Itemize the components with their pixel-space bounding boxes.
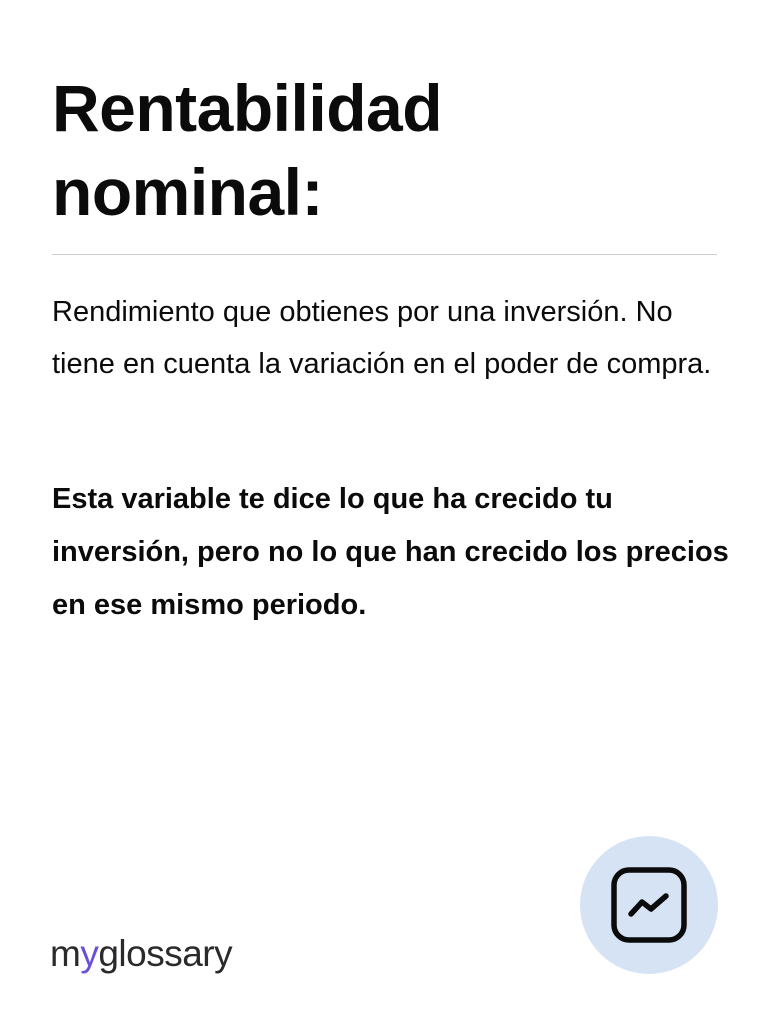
trend-chart-icon <box>609 865 689 945</box>
term-emphasis: Esta variable te dice lo que ha crecido tu inversión, pero no lo que han crecido los precios en ese mismo periodo. <box>52 483 729 621</box>
chart-action-button[interactable] <box>580 836 718 974</box>
title-divider <box>52 254 717 255</box>
term-definition: Rendimiento que obtienes por una inversión. No tiene en cuenta la variación en el poder de compra. <box>52 296 712 380</box>
logo-accent-letter: y <box>80 933 99 974</box>
myglossary-logo <box>50 928 232 980</box>
logo-prefix: m <box>50 933 81 974</box>
term-title: Rentabilidad nominal: <box>52 71 443 229</box>
logo-suffix: glossary <box>98 933 233 974</box>
